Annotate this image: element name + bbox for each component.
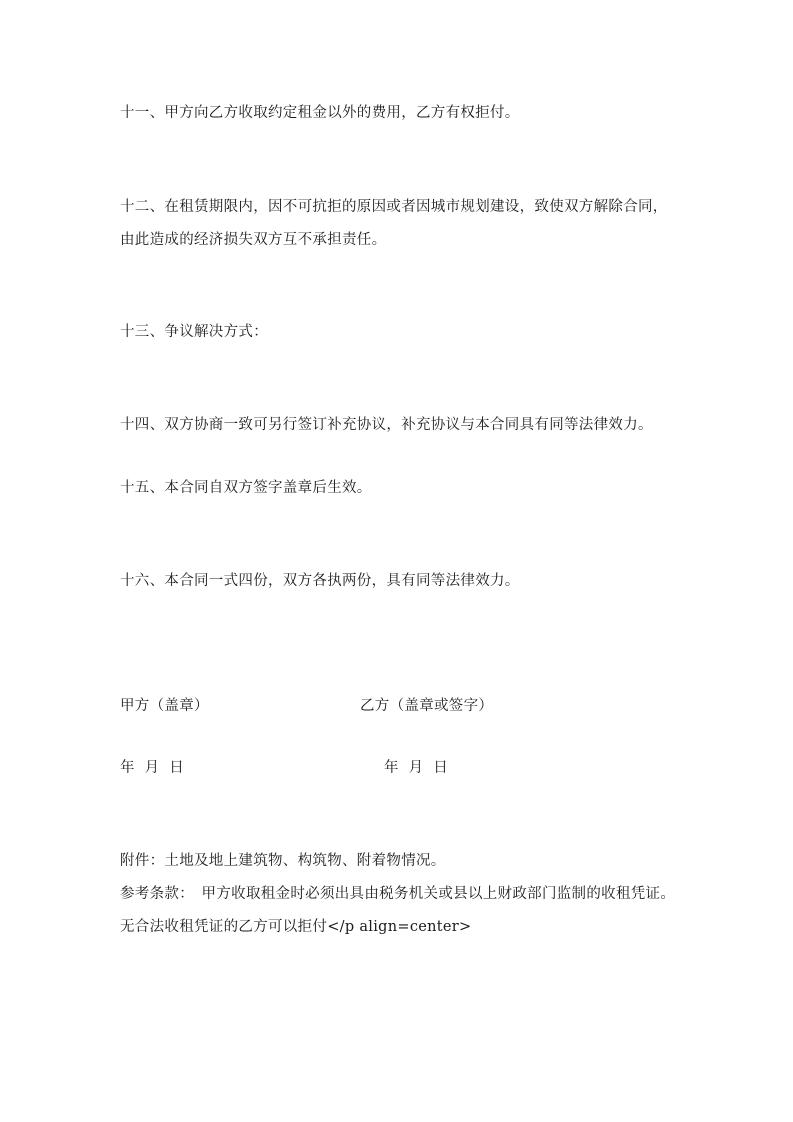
- clause-16: 十六、本合同一式四份，双方各执两份，具有同等法律效力。: [120, 573, 520, 589]
- clause-13: 十三、争议解决方式：: [120, 324, 268, 340]
- party-b-seal-label: 乙方（盖章或签字）: [360, 698, 494, 714]
- attachment-note: 附件：土地及地上建筑物、构筑物、附着物情况。: [120, 853, 446, 869]
- clause-15: 十五、本合同自双方签字盖章后生效。: [120, 480, 372, 496]
- clause-14: 十四、双方协商一致可另行签订补充协议，补充协议与本合同具有同等法律效力。: [120, 417, 653, 433]
- reference-clause: 参考条款： 甲方收取租金时必须出具由税务机关或县以上财政部门监制的收租凭证。无合法收租凭证的乙方可以拒付</p align=center>: [120, 886, 676, 935]
- party-b-date: 年 月 日: [384, 760, 449, 776]
- clause-12: 十二、在租赁期限内，因不可抗拒的原因或者因城市规划建设，致使双方解除合同，由此造成的经济损失双方互不承担责任。: [120, 199, 668, 248]
- party-a-date: 年 月 日: [120, 760, 185, 776]
- party-a-seal-label: 甲方（盖章）: [120, 698, 209, 714]
- clause-11: 十一、甲方向乙方收取约定租金以外的费用，乙方有权拒付。: [120, 105, 520, 121]
